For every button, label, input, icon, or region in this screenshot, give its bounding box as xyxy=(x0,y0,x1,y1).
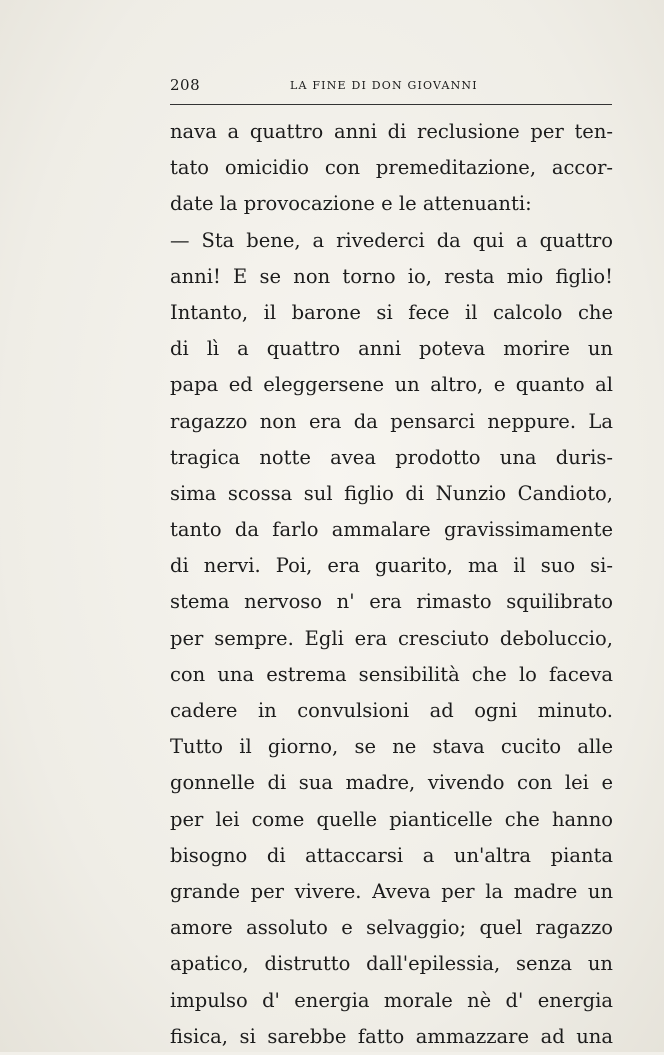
text-line: Intanto, il barone si fece il calcolo che xyxy=(170,300,613,324)
text-line: papa ed eleggersene un altro, e quanto al xyxy=(170,373,613,397)
text-line: nava a quattro anni di reclusione per ten- xyxy=(170,120,613,143)
text-line: anni! E se non torno io, resta mio figlio! xyxy=(170,264,613,288)
text-line: per sempre. Egli era cresciuto deboluccio, xyxy=(170,626,613,650)
text-line: tragica notte avea prodotto una duris- xyxy=(170,445,613,469)
text-line: amore assoluto e selvaggio; quel ragazzo xyxy=(170,916,613,940)
text-line: di lì a quattro anni poteva morire un xyxy=(170,337,613,361)
text-line: cadere in convulsioni ad ogni minuto. xyxy=(170,699,613,722)
text-line: bisogno di attaccarsi a un'altra pianta xyxy=(170,843,613,867)
text-line: apatico, distrutto dall'epilessia, senza un xyxy=(170,952,613,976)
text-line: impulso d' energia morale nè d' energia xyxy=(170,988,613,1012)
page-header xyxy=(170,76,610,98)
text-line: tato omicidio con premeditazione, accor- xyxy=(170,156,613,180)
body-text xyxy=(170,114,613,1055)
text-line: sima scossa sul figlio di Nunzio Candioto, xyxy=(170,481,613,505)
text-line: di nervi. Poi, era guarito, ma il suo si- xyxy=(170,554,613,578)
text-line: gonnelle di sua madre, vivendo con lei e xyxy=(170,771,613,795)
text-line: Tutto il giorno, se ne stava cucito alle xyxy=(170,735,613,759)
page-number: 208 xyxy=(170,76,201,94)
header-rule xyxy=(170,104,612,105)
text-line: tanto da farlo ammalare gravissimamente xyxy=(170,518,613,542)
text-line: stema nervoso n' era rimasto squilibrato xyxy=(170,590,613,614)
text-line: ragazzo non era da pensarci neppure. La xyxy=(170,409,613,433)
text-line: fisica, si sarebbe fatto ammazzare ad una xyxy=(170,1024,613,1048)
text-line: con una estrema sensibilità che lo faceva xyxy=(170,662,613,686)
text-line: grande per vivere. Aveva per la madre un xyxy=(170,879,613,903)
text-line: per lei come quelle pianticelle che hanno xyxy=(170,807,613,831)
running-title: LA FINE DI DON GIOVANNI xyxy=(290,79,478,92)
text-line: date la provocazione e le attenuanti: xyxy=(170,192,532,216)
text-line: — Sta bene, a rivederci da qui a quattro xyxy=(170,228,613,252)
